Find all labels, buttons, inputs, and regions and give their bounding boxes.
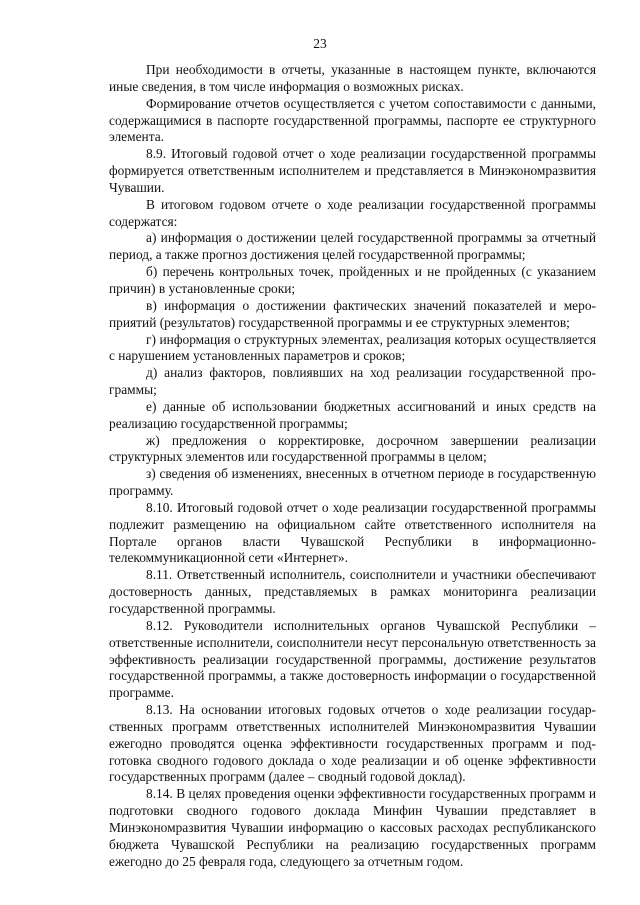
paragraph-8-11: 8.11. Ответственный исполнитель, соисполнители и участники обеспечивают достоверность данных, представляемых в рамках мониторинга реализации государственной программы. <box>109 567 596 616</box>
body-text <box>109 62 596 871</box>
list-item-v: в) информация о достижении фактических значений показателей и мероприятий (результатов) государственной программы и ее структурных элементов; <box>109 297 596 330</box>
list-item-e: е) данные об использовании бюджетных ассигнований и иных средств на реализацию государственной программы; <box>109 398 596 431</box>
list-item-g: г) информация о структурных элементах, реализация которых осуществляется с нарушением установленных параметров и сроков; <box>109 331 596 364</box>
page-number: 23 <box>313 36 327 51</box>
list-item-b: б) перечень контрольных точек, пройденных и не пройденных (с указанием причин) в установленные сроки; <box>109 264 596 296</box>
paragraph-risks-info: При необходимости в отчеты, указанные в настоящем пункте, включаются иные сведения, в том числе информация о возможных рисках. <box>109 62 596 94</box>
paragraph-8-10: 8.10. Итоговый годовой отчет о ходе реализации государственной программы подлежит размещению на официальном сайте ответственного исполнителя на Портале органов власти Чувашской Республики в информационно-телекоммуникационной сети «Интернет». <box>109 499 596 566</box>
paragraph-8-9: 8.9. Итоговый годовой отчет о ходе реализации государственной программы формируется ответственным исполнителем и представляется в Минэкономразвития Чувашии. <box>109 146 596 195</box>
paragraph-8-14: 8.14. В целях проведения оценки эффективности государственных программ и подготовки сводного годового доклада Минфин Чувашии представляет в Минэкономразвития Чувашии информацию о кассовых расходах республиканского бюджета Чувашской Республики на реализацию государственных программ ежегодно до 25 февраля года, следующего за отчетным годом. <box>109 786 596 869</box>
paragraph-report-contents: В итоговом годовом отчете о ходе реализации государственной программы содержатся: <box>109 196 596 229</box>
list-item-z: з) сведения об изменениях, внесенных в отчетном периоде в государственную программу. <box>109 466 596 499</box>
paragraph-8-13: 8.13. На основании итоговых годовых отчетов о ходе реализации государственных программ ответственных исполнителей Минэкономразвития Чувашии ежегодно проводятся оценка эффективности государственных программ и подготовка сводного годового доклада о ходе реализации и об оценке эффективности государственных программ (далее – сводный годовой доклад). <box>109 702 596 785</box>
paragraph-8-12: 8.12. Руководители исполнительных органов Чувашской Республики – ответственные исполнители, соисполнители несут персональную ответственность за эффективность реализации государственной программы, достижение результатов государственной программы, а также достоверность информации о государственной программе. <box>109 617 596 701</box>
list-item-a: а) информация о достижении целей государственной программы за отчетный период, а также прогноз достижения целей государственной программы; <box>109 230 596 263</box>
list-item-zh: ж) предложения о корректировке, досрочном завершении реализации структурных элементов или государственной программы в целом; <box>109 432 596 465</box>
list-item-d: д) анализ факторов, повлиявших на ход реализации государственной программы; <box>109 365 596 398</box>
paragraph-report-comparability: Формирование отчетов осуществляется с учетом сопоставимости с данными, содержащимися в паспорте государственной программы, паспорте ее структурного элемента. <box>109 95 596 145</box>
